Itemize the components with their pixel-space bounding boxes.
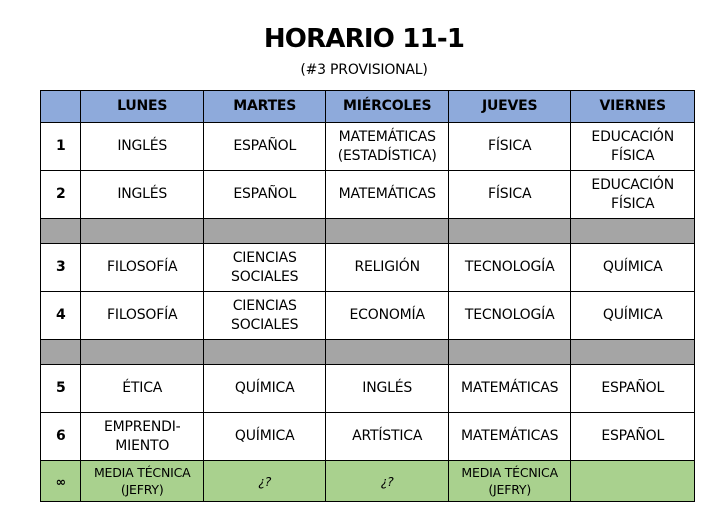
period-row-6	[41, 413, 695, 461]
break-cell	[203, 219, 325, 244]
subject-cell-viernes	[571, 461, 695, 502]
period-number: 1	[41, 123, 81, 171]
subject-cell-lunes: INGLÉS	[81, 123, 203, 171]
break-cell	[448, 219, 570, 244]
period-number: 6	[41, 413, 81, 461]
subject-cell-miercoles: RELIGIÓN	[326, 244, 448, 292]
subject-cell-jueves: MEDIA TÉCNICA (JEFRY)	[448, 461, 570, 502]
subject-cell-miercoles: MATEMÁTICAS	[326, 171, 448, 219]
break-cell	[326, 219, 448, 244]
subject-cell-jueves: MATEMÁTICAS	[448, 365, 570, 413]
subject-cell-viernes: EDUCACIÓN FÍSICA	[571, 171, 695, 219]
break-cell	[448, 340, 570, 365]
subject-cell-lunes: INGLÉS	[81, 171, 203, 219]
period-number: 3	[41, 244, 81, 292]
period-number: 2	[41, 171, 81, 219]
subject-cell-viernes: QUÍMICA	[571, 244, 695, 292]
infinity-period-label: ∞	[41, 461, 81, 502]
break-cell	[326, 340, 448, 365]
subject-cell-martes: QUÍMICA	[203, 413, 325, 461]
period-number: 4	[41, 292, 81, 340]
period-row-5	[41, 365, 695, 413]
period-row-1	[41, 123, 695, 171]
subject-cell-viernes: ESPAÑOL	[571, 365, 695, 413]
subject-cell-miercoles: MATEMÁTICAS (ESTADÍSTICA)	[326, 123, 448, 171]
subject-cell-martes: ESPAÑOL	[203, 123, 325, 171]
subject-cell-martes: QUÍMICA	[203, 365, 325, 413]
subject-cell-viernes: EDUCACIÓN FÍSICA	[571, 123, 695, 171]
period-row-2	[41, 171, 695, 219]
break-cell	[41, 340, 81, 365]
subject-cell-jueves: TECNOLOGÍA	[448, 292, 570, 340]
break-row	[41, 219, 695, 244]
subject-cell-miercoles: INGLÉS	[326, 365, 448, 413]
header-day-jueves: JUEVES	[448, 91, 570, 123]
header-day-martes: MARTES	[203, 91, 325, 123]
subject-cell-lunes: FILOSOFÍA	[81, 244, 203, 292]
schedule-table	[40, 90, 695, 502]
period-row-4	[41, 292, 695, 340]
header-day-viernes: VIERNES	[571, 91, 695, 123]
page-subtitle: (#3 PROVISIONAL)	[300, 62, 428, 78]
break-cell	[571, 219, 695, 244]
extra-period-row	[41, 461, 695, 502]
header-row	[41, 91, 695, 123]
break-cell	[81, 219, 203, 244]
subject-cell-lunes: EMPRENDI- MIENTO	[81, 413, 203, 461]
subject-cell-martes: CIENCIAS SOCIALES	[203, 292, 325, 340]
header-day-lunes: LUNES	[81, 91, 203, 123]
break-cell	[41, 219, 81, 244]
header-corner-cell	[41, 91, 81, 123]
break-cell	[81, 340, 203, 365]
subject-cell-lunes: MEDIA TÉCNICA (JEFRY)	[81, 461, 203, 502]
subject-cell-jueves: FÍSICA	[448, 123, 570, 171]
subject-cell-viernes: ESPAÑOL	[571, 413, 695, 461]
break-cell	[203, 340, 325, 365]
break-row	[41, 340, 695, 365]
header-day-miercoles: MIÉRCOLES	[326, 91, 448, 123]
period-number: 5	[41, 365, 81, 413]
subject-cell-jueves: MATEMÁTICAS	[448, 413, 570, 461]
subject-cell-miercoles: ARTÍSTICA	[326, 413, 448, 461]
schedule-body	[41, 91, 695, 502]
subject-cell-jueves: TECNOLOGÍA	[448, 244, 570, 292]
subject-cell-miercoles: ¿?	[326, 461, 448, 502]
subject-cell-jueves: FÍSICA	[448, 171, 570, 219]
page-title: HORARIO 11-1	[263, 24, 465, 54]
subject-cell-viernes: QUÍMICA	[571, 292, 695, 340]
subject-cell-martes: ¿?	[203, 461, 325, 502]
subject-cell-lunes: ÉTICA	[81, 365, 203, 413]
break-cell	[571, 340, 695, 365]
subject-cell-miercoles: ECONOMÍA	[326, 292, 448, 340]
subject-cell-martes: ESPAÑOL	[203, 171, 325, 219]
subject-cell-martes: CIENCIAS SOCIALES	[203, 244, 325, 292]
period-row-3	[41, 244, 695, 292]
subject-cell-lunes: FILOSOFÍA	[81, 292, 203, 340]
